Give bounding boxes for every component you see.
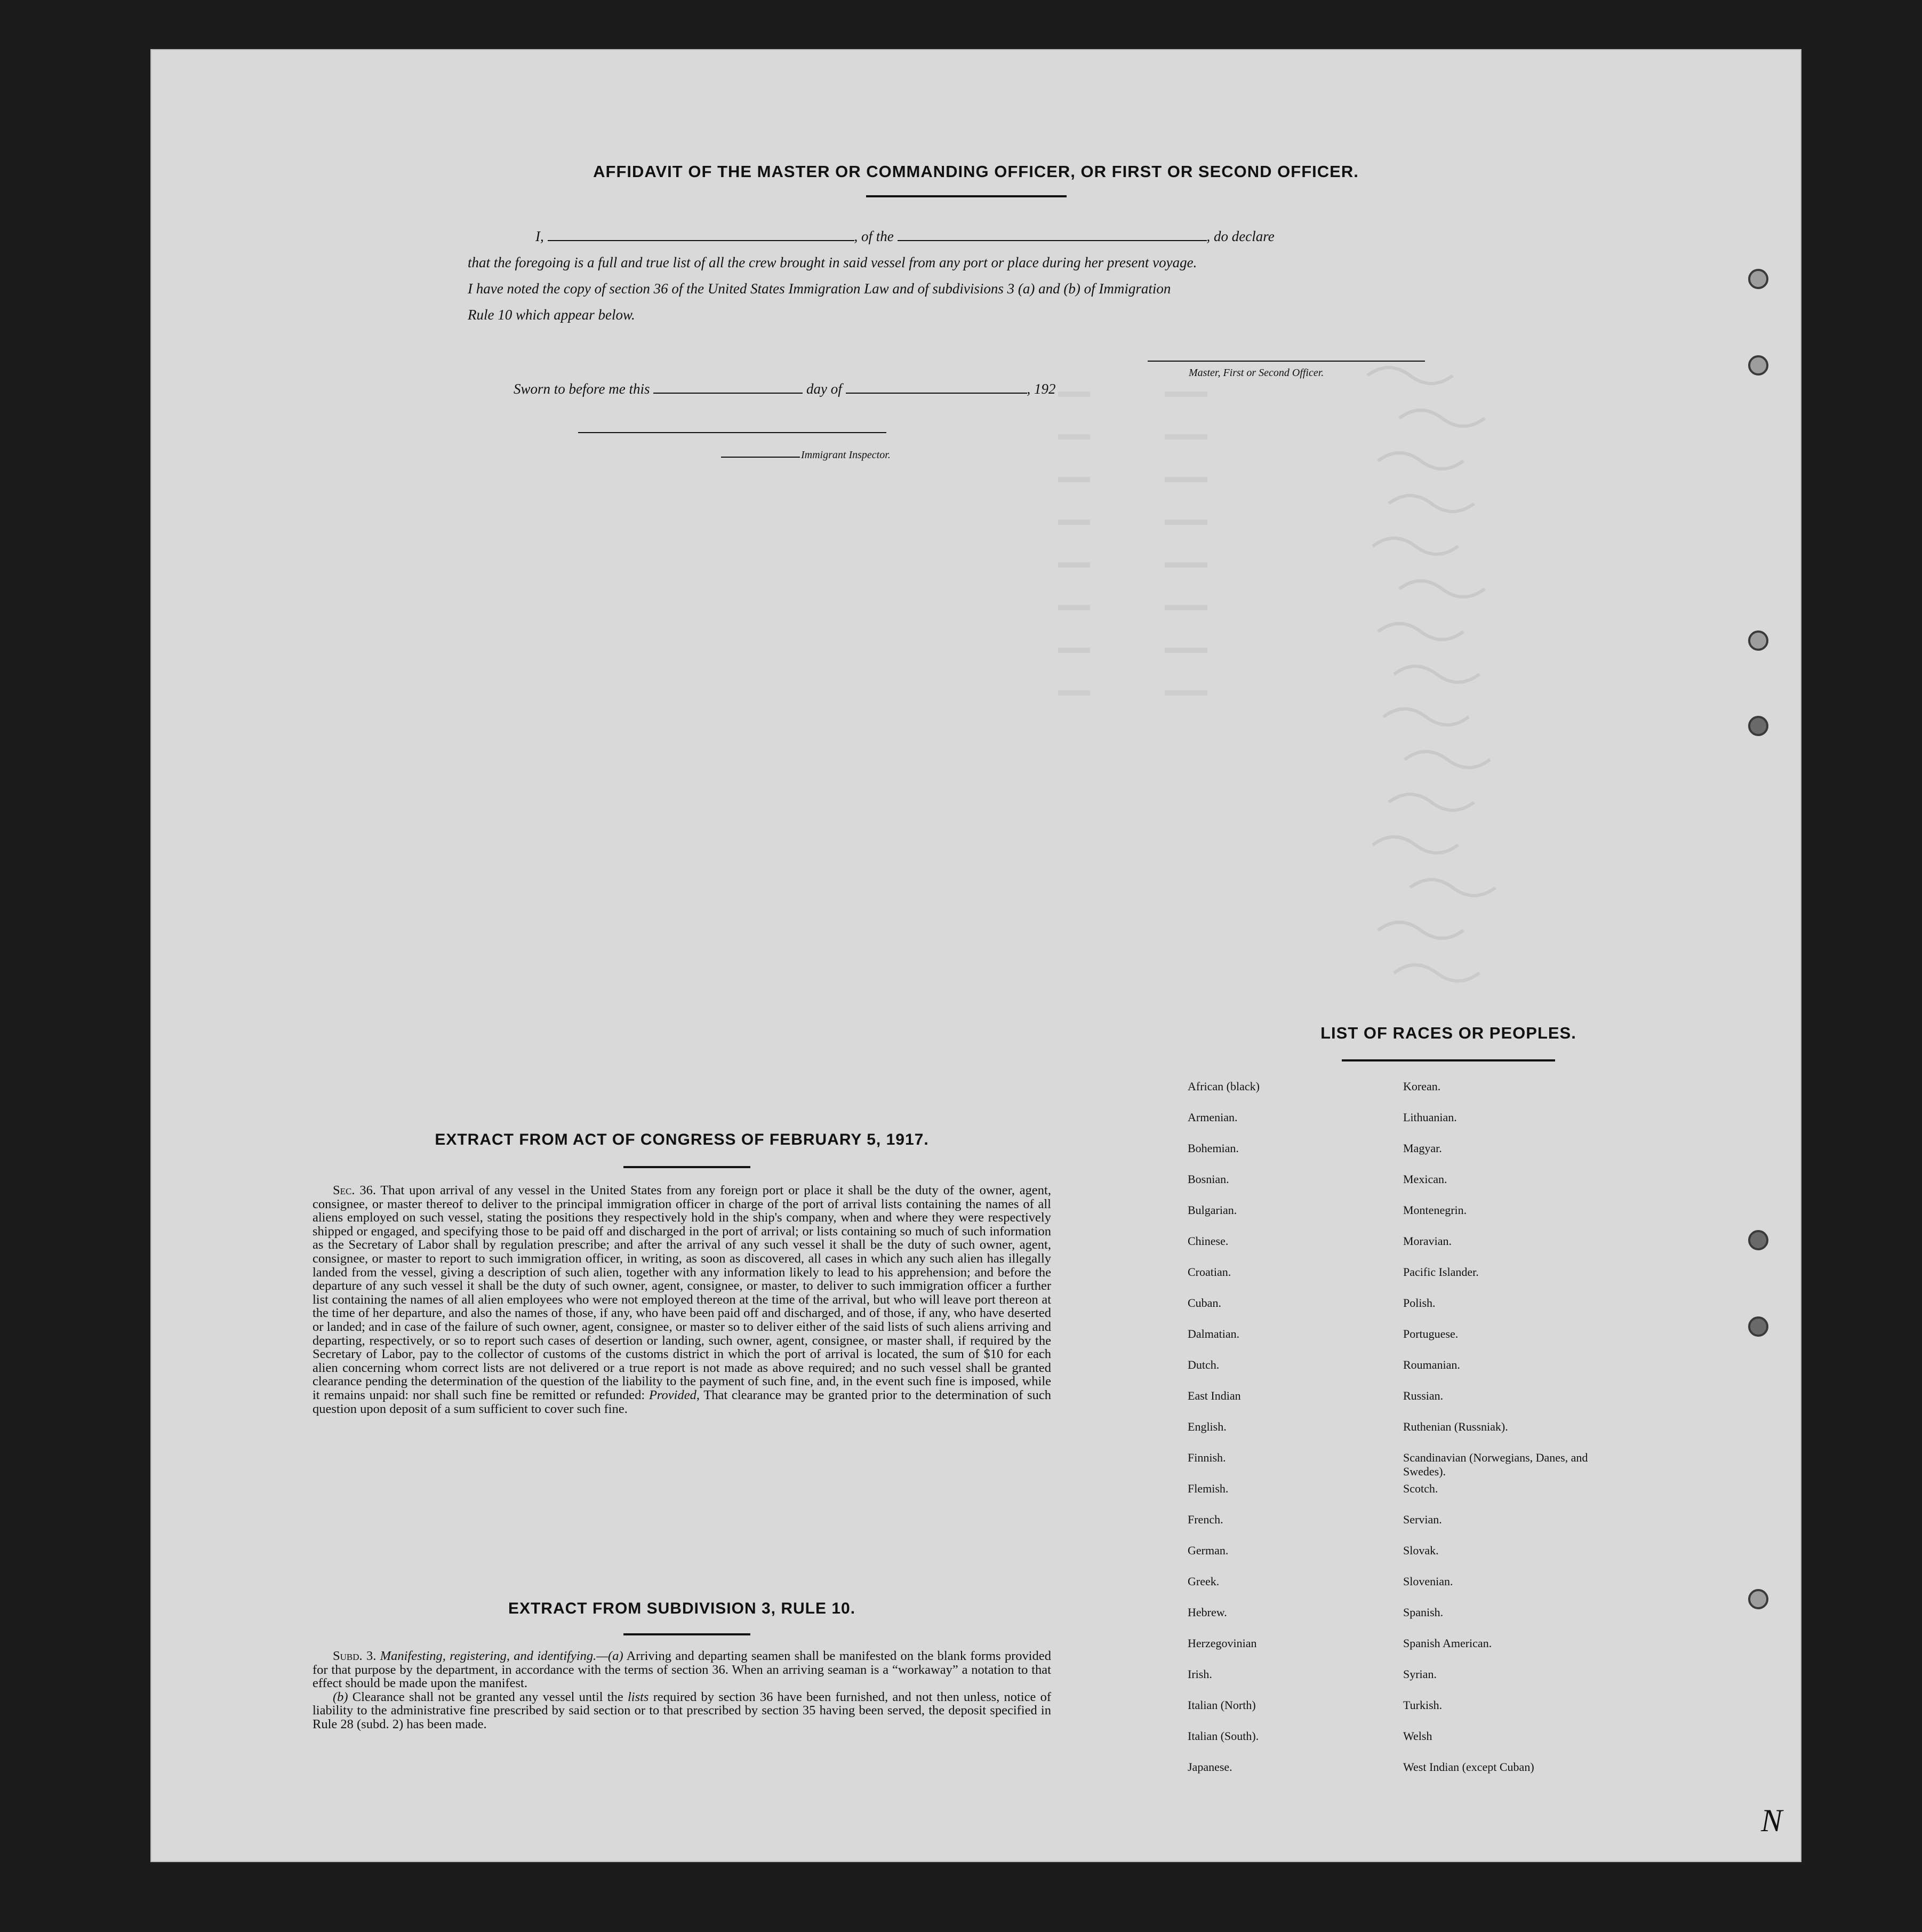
race-item: Moravian. <box>1403 1234 1452 1248</box>
day-blank <box>653 392 803 394</box>
race-item: Italian (North) <box>1188 1698 1256 1712</box>
race-item: Polish. <box>1403 1296 1436 1310</box>
binder-hole <box>1748 1316 1768 1337</box>
race-item: Spanish American. <box>1403 1636 1492 1650</box>
race-item: Russian. <box>1403 1389 1444 1402</box>
rule-10-text <box>313 1649 1051 1731</box>
master-label: Master, First or Second Officer. <box>1189 367 1324 379</box>
binder-hole <box>1748 716 1768 736</box>
title-rule <box>866 195 1067 197</box>
race-item: Hebrew. <box>1188 1606 1227 1619</box>
subd-label: Subd. 3. <box>333 1649 377 1663</box>
extract-rule-rule <box>623 1633 750 1635</box>
race-item: Bosnian. <box>1188 1172 1229 1186</box>
binder-hole <box>1748 1230 1768 1250</box>
manifest-page <box>150 49 1801 1862</box>
race-item: English. <box>1188 1420 1227 1433</box>
master-signature-line <box>1148 361 1425 362</box>
affidavit-line-3: I have noted the copy of section 36 of the United States Immigration Law and of subdivisions 3 (a) and (b) of Immigration <box>468 281 1171 297</box>
para-b-text-2: required by section 36 have been furnished, and not then unless, notice of liability to the administrative fine prescribed by said section or to that prescribed by section 35 having been served, the deposit specified in Rule 28 (subd. 2) has been made. <box>313 1689 1051 1731</box>
race-item: Dutch. <box>1188 1358 1220 1371</box>
race-item: Portuguese. <box>1403 1327 1459 1340</box>
race-item: Bohemian. <box>1188 1141 1239 1155</box>
race-item: Turkish. <box>1403 1698 1443 1712</box>
race-item: Slovak. <box>1403 1544 1439 1557</box>
race-item: French. <box>1188 1513 1223 1526</box>
races-title: LIST OF RACES OR PEOPLES. <box>1320 1024 1576 1042</box>
race-item: Italian (South). <box>1188 1729 1259 1743</box>
race-item: Croatian. <box>1188 1265 1231 1279</box>
para-a-label: —(a) <box>596 1649 623 1663</box>
race-item: Herzegovinian <box>1188 1636 1257 1650</box>
race-item: Bulgarian. <box>1188 1203 1237 1217</box>
race-item: Greek. <box>1188 1575 1220 1588</box>
para-a <box>313 1649 1051 1690</box>
sec-body: That upon arrival of any vessel in the United States from any foreign port or place it shall be the duty of the owner, agent, consignee, or master thereof to deliver to the principal immigration officer in charge of the port of arrival lists containing the names of all aliens employed on such vessel, stating the positions they respectively hold in the ship's company, when and where they were respectively shipped or engaged, and specifying those to be paid off and discharged in the port of arrival; or lists containing so much of such information as the Secretary of Labor shall by regulation prescribe; and after the arrival of any such vessel it shall be the duty of such owner, agent, consignee, or master to report to such immigration officer, in writing, as soon as discovered, all cases in which any such alien has illegally landed from the vessel, giving a description of such alien, together with any information likely to lead to his apprehension; and before the departure of any such vessel it shall be the duty of such owner, agent, consignee, or master, to deliver to such immigration officer a further list containing the names of all alien employees who were not employed thereon at the time of the arrival, but who will leave port thereon at the time of her departure, and also the names of those, if any, who have been paid off and discharged, and of those, if any, who have deserted or landed; and in case of the failure of such owner, agent, consignee, or master so to deliver either of the said lists of such aliens arriving and departing, respectively, or so to report such cases of desertion or landing, such owner, agent, consignee, or master shall, if required by the Secretary of Labor, pay to the collector of customs of the customs district in which the port of arrival is located, the sum of $10 for each alien concerning whom correct lists are not delivered or a true report is not made as above required; and no such vessel shall be granted clearance pending the determination of the question of the liability to the payment of such fine, and, in the event such fine is imposed, while it remains unpaid: nor shall such fine be remitted or refunded: <box>313 1183 1051 1402</box>
race-item: Irish. <box>1188 1667 1212 1681</box>
races-left-column <box>1188 1080 1380 1791</box>
section-36-text <box>313 1184 1051 1416</box>
races-right-column <box>1403 1080 1627 1791</box>
extract-rule-title: EXTRACT FROM SUBDIVISION 3, RULE 10. <box>508 1600 856 1617</box>
extract-act-rule <box>623 1166 750 1168</box>
affidavit-i: I, <box>535 228 544 244</box>
race-item: Armenian. <box>1188 1111 1238 1124</box>
race-item: Mexican. <box>1403 1172 1447 1186</box>
binder-hole <box>1748 355 1768 376</box>
race-item: Korean. <box>1403 1080 1441 1093</box>
race-item: Finnish. <box>1188 1451 1226 1464</box>
affidavit-declare: , do declare <box>1206 228 1275 244</box>
race-item: Montenegrin. <box>1403 1203 1467 1217</box>
month-blank <box>846 392 1027 394</box>
sworn-year: , 192 <box>1027 381 1056 397</box>
race-item: West Indian (except Cuban) <box>1403 1760 1534 1774</box>
race-item: Ruthenian (Russniak). <box>1403 1420 1508 1433</box>
race-item: Scotch. <box>1403 1482 1438 1495</box>
race-item: Servian. <box>1403 1513 1442 1526</box>
race-item: Pacific Islander. <box>1403 1265 1479 1279</box>
race-item: Lithuanian. <box>1403 1111 1457 1124</box>
race-item: Japanese. <box>1188 1760 1232 1774</box>
sec-label: Sec. 36. <box>333 1183 376 1197</box>
race-item: German. <box>1188 1544 1229 1557</box>
inspector-label: Immigrant Inspector. <box>801 449 891 461</box>
race-item: Syrian. <box>1403 1667 1437 1681</box>
race-item: Spanish. <box>1403 1606 1444 1619</box>
para-b-label: (b) <box>333 1689 348 1704</box>
sworn-day-of: day of <box>806 381 842 397</box>
vessel-blank <box>898 239 1207 241</box>
affidavit-title: AFFIDAVIT OF THE MASTER OR COMMANDING OFFICER, OR FIRST OR SECOND OFFICER. <box>593 162 1359 181</box>
sec-body-end: That clearance may be granted prior to the determination of such question upon deposit of a sum sufficient to cover such fine. <box>313 1387 1052 1416</box>
race-item: African (black) <box>1188 1080 1260 1093</box>
subd-heading: Manifesting, registering, and identifying. <box>380 1649 597 1663</box>
affidavit-line-1 <box>535 228 1275 245</box>
para-b-lists: lists <box>627 1689 649 1704</box>
race-item: Magyar. <box>1403 1141 1442 1155</box>
provided-word: Provided, <box>648 1387 700 1402</box>
para-b-text-1: Clearance shall not be granted any vessel until the <box>352 1689 623 1704</box>
race-item: Chinese. <box>1188 1234 1229 1248</box>
inspector-signature-line <box>578 432 886 433</box>
race-item: Flemish. <box>1188 1482 1229 1495</box>
extract-act-title: EXTRACT FROM ACT OF CONGRESS OF FEBRUARY 5, 1917. <box>435 1131 929 1148</box>
sworn-line <box>514 381 1056 397</box>
affidavit-of-the: , of the <box>854 228 894 244</box>
para-a-text: Arriving and departing seamen shall be manifested on the blank forms provided for that purpose by the department, in accordance with the terms of section 36. When an arriving seaman is a “workaway” a notation to that effect should be made upon the manifest. <box>313 1649 1051 1691</box>
affidavit-line-4: Rule 10 which appear below. <box>468 307 635 323</box>
binder-hole <box>1748 1589 1768 1609</box>
name-blank <box>548 239 854 241</box>
race-item: Dalmatian. <box>1188 1327 1240 1340</box>
inspector-short-line <box>721 457 800 458</box>
para-b <box>313 1690 1051 1731</box>
race-item: Roumanian. <box>1403 1358 1460 1371</box>
race-item: East Indian <box>1188 1389 1241 1402</box>
race-item: Welsh <box>1403 1729 1432 1743</box>
sworn-prefix: Sworn to before me this <box>514 381 650 397</box>
affidavit-line-2: that the foregoing is a full and true list of all the crew brought in said vessel from any port or place during her present voyage. <box>468 254 1197 270</box>
binder-hole <box>1748 269 1768 289</box>
race-item: Cuban. <box>1188 1296 1221 1310</box>
races-title-rule <box>1342 1059 1555 1061</box>
race-item: Slovenian. <box>1403 1575 1453 1588</box>
corner-handwritten-mark: N <box>1761 1803 1783 1838</box>
binder-hole <box>1748 630 1768 651</box>
race-item: Scandinavian (Norwegians, Danes, and Swedes). <box>1403 1451 1588 1478</box>
